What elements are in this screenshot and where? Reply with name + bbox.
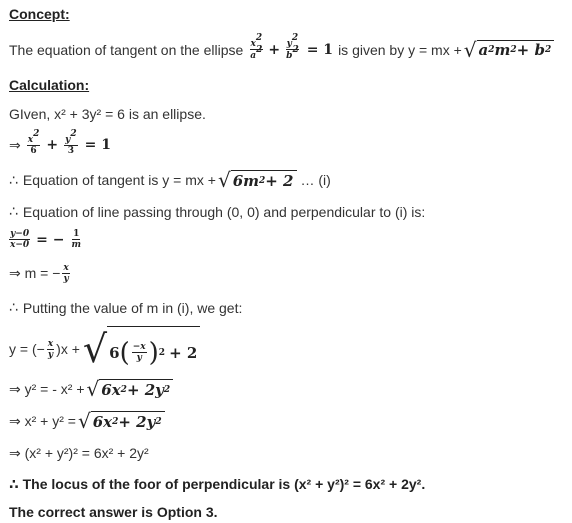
tangent-equation-line <box>9 170 331 190</box>
implies-symbol: ⇒ <box>9 136 21 153</box>
step-a <box>9 379 173 399</box>
m-text: ⇒ m = − <box>9 265 61 281</box>
y2-over-b2-fraction: $\frac{y^2}{b^2}$ <box>286 33 299 61</box>
x-over-y-fraction: $\frac{x}{y}$ <box>47 338 54 360</box>
correct-answer: The correct answer is Option 3. <box>9 504 218 520</box>
perp-line-text: Equation of line passing through (0, 0) and perpendicular to (i) is: <box>22 203 426 220</box>
tangent-eq-text: Equation of tangent is y = mx + <box>22 172 216 188</box>
concept-line <box>9 33 554 62</box>
step-b <box>9 411 165 431</box>
ellipse-standard-form <box>9 129 111 156</box>
locus-conclusion: ∴ The locus of the foor of perpendicular is (x² + y²)² = 6x² + 2y². <box>9 476 426 492</box>
perpendicular-line-text <box>9 203 425 220</box>
m-equation <box>9 263 72 284</box>
one-over-m-fraction: $\frac{1}{m}$ <box>71 229 82 250</box>
equals-one: = 1 <box>84 137 111 153</box>
therefore-symbol: ∴ <box>9 299 18 315</box>
sqrt-6x2-plus-2y2: √ 6x 2 + 2y 2 <box>78 411 165 431</box>
y0-over-x0-fraction: $\frac{y-0}{x-0}$ <box>10 229 30 250</box>
concept-heading: Concept: <box>9 6 70 22</box>
step-b-prefix: ⇒ x² + y² = <box>9 412 76 429</box>
plus-sign: + <box>46 137 59 153</box>
step-c: ⇒ (x² + y²)² = 6x² + 2y² <box>9 445 149 461</box>
calculation-heading: Calculation: <box>9 77 90 93</box>
x2-over-a2-fraction: $\frac{x^2}{a^2}$ <box>250 33 263 61</box>
step-a-prefix: ⇒ y² = - x² + <box>9 380 85 397</box>
equals-minus: = − <box>36 231 65 248</box>
sqrt-a2m2-b2: √ a 2 m 2 + b 2 <box>464 40 554 60</box>
x2-over-6-fraction: $\frac{x^2}{6}$ <box>27 129 40 156</box>
sqrt-6m2-plus-2: √ 6m 2 + 2 <box>218 170 297 190</box>
therefore-symbol: ∴ <box>9 171 18 188</box>
equals-one: = 1 <box>306 41 334 58</box>
slope-equation <box>9 229 84 250</box>
concept-text-1: The equation of tangent on the ellipse <box>9 41 244 58</box>
equation-reference: … (i) <box>300 172 331 188</box>
sqrt-large-expression: √ 6 ( $\frac{-x}{y}$ ) 2 + 2 <box>83 326 200 372</box>
given-line: GIven, x² + 3y² = 6 is an ellipse. <box>9 106 206 122</box>
putting-value-line <box>9 299 242 316</box>
y-eq-mid: )x + <box>56 341 80 357</box>
therefore-symbol: ∴ <box>9 203 18 219</box>
substituted-equation <box>9 326 200 372</box>
y2-over-3-fraction: $\frac{y^2}{3}$ <box>65 129 77 156</box>
plus-sign: + <box>268 41 281 58</box>
sqrt-6x2-plus-2y2: √ 6x 2 + 2y 2 <box>87 379 174 399</box>
concept-text-2: is given by y = mx + <box>338 41 462 58</box>
y-eq-prefix: y = (− <box>9 341 45 357</box>
x-over-y-fraction: $\frac{x}{y}$ <box>63 263 69 284</box>
putting-text: Putting the value of m in (i), we get: <box>22 299 243 316</box>
